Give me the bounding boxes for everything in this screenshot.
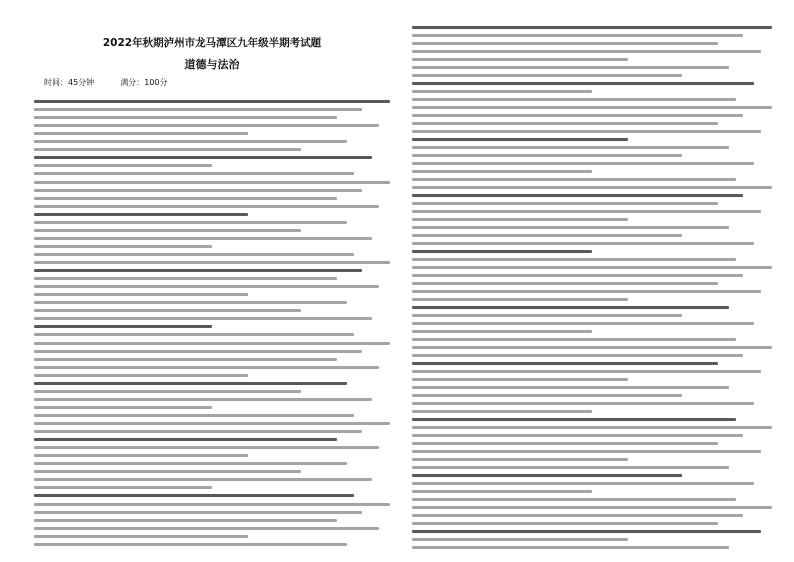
text-line bbox=[412, 34, 743, 37]
text-line bbox=[34, 116, 337, 119]
text-line bbox=[412, 434, 743, 437]
text-line bbox=[412, 474, 682, 477]
text-line bbox=[412, 26, 772, 29]
text-line bbox=[34, 494, 354, 497]
text-line bbox=[412, 506, 772, 509]
text-line bbox=[412, 226, 729, 229]
text-line bbox=[412, 458, 628, 461]
text-line bbox=[34, 350, 362, 353]
text-line bbox=[412, 426, 772, 429]
text-line bbox=[412, 186, 772, 189]
text-line bbox=[34, 213, 248, 216]
text-line bbox=[412, 218, 628, 221]
text-line bbox=[412, 234, 682, 237]
text-line bbox=[34, 543, 347, 546]
text-line bbox=[412, 418, 736, 421]
text-line bbox=[34, 366, 379, 369]
text-line bbox=[412, 314, 682, 317]
text-line bbox=[34, 390, 301, 393]
text-line bbox=[34, 277, 337, 280]
text-line bbox=[34, 325, 212, 328]
text-line bbox=[412, 290, 761, 293]
text-line bbox=[412, 482, 754, 485]
text-line bbox=[412, 442, 718, 445]
text-line bbox=[34, 406, 212, 409]
text-line bbox=[412, 50, 761, 53]
text-line bbox=[34, 124, 379, 127]
text-line bbox=[412, 322, 754, 325]
left-column bbox=[34, 22, 390, 552]
text-line bbox=[412, 90, 592, 93]
text-line bbox=[34, 446, 379, 449]
text-line bbox=[412, 466, 729, 469]
text-line bbox=[412, 346, 772, 349]
text-line bbox=[412, 282, 718, 285]
text-line bbox=[412, 170, 592, 173]
text-line bbox=[412, 114, 743, 117]
text-line bbox=[34, 470, 301, 473]
text-line bbox=[412, 378, 628, 381]
text-line bbox=[34, 100, 390, 103]
text-line bbox=[412, 122, 718, 125]
text-line bbox=[412, 450, 761, 453]
text-line bbox=[412, 274, 743, 277]
exam-meta bbox=[34, 78, 390, 88]
text-line bbox=[412, 210, 761, 213]
text-line bbox=[34, 422, 390, 425]
text-line bbox=[34, 140, 347, 143]
text-line bbox=[34, 333, 354, 336]
text-line bbox=[34, 197, 337, 200]
text-line bbox=[34, 317, 372, 320]
text-line bbox=[34, 301, 347, 304]
text-line bbox=[412, 66, 729, 69]
exam-subject: 道德与法治 bbox=[184, 58, 240, 71]
text-line bbox=[34, 156, 372, 159]
text-line bbox=[34, 148, 301, 151]
text-line bbox=[412, 354, 743, 357]
text-line bbox=[34, 221, 347, 224]
time-label: 时间： bbox=[44, 78, 68, 87]
text-line bbox=[412, 410, 592, 413]
text-line bbox=[34, 438, 337, 441]
text-line bbox=[34, 503, 390, 506]
text-line bbox=[34, 382, 347, 385]
text-line bbox=[34, 309, 301, 312]
text-line bbox=[34, 535, 248, 538]
text-line bbox=[34, 486, 212, 489]
text-line bbox=[34, 229, 301, 232]
text-line bbox=[412, 306, 729, 309]
text-line bbox=[34, 398, 372, 401]
text-line bbox=[34, 527, 379, 530]
text-line bbox=[34, 181, 390, 184]
text-line bbox=[34, 108, 362, 111]
text-line bbox=[412, 530, 761, 533]
text-line bbox=[412, 266, 772, 269]
text-line bbox=[412, 370, 761, 373]
text-line bbox=[34, 189, 362, 192]
text-line bbox=[34, 519, 337, 522]
text-line bbox=[34, 237, 372, 240]
score-value: 100分 bbox=[144, 78, 168, 87]
score-info bbox=[120, 78, 167, 88]
text-line bbox=[412, 130, 761, 133]
text-line bbox=[412, 58, 628, 61]
text-line bbox=[412, 402, 754, 405]
text-line bbox=[34, 462, 347, 465]
time-value: 45分钟 bbox=[68, 78, 95, 87]
text-line bbox=[412, 498, 736, 501]
text-line bbox=[34, 253, 354, 256]
text-line bbox=[412, 242, 754, 245]
text-line bbox=[412, 394, 682, 397]
text-line bbox=[34, 478, 372, 481]
score-label: 满分： bbox=[120, 78, 145, 87]
text-line bbox=[412, 154, 682, 157]
text-line bbox=[412, 146, 729, 149]
text-line bbox=[412, 106, 772, 109]
text-line bbox=[34, 374, 248, 377]
text-line bbox=[34, 285, 379, 288]
text-line bbox=[412, 194, 743, 197]
text-line bbox=[412, 490, 592, 493]
text-line bbox=[34, 293, 248, 296]
time-info bbox=[44, 78, 94, 88]
text-line bbox=[412, 98, 736, 101]
text-line bbox=[34, 132, 248, 135]
text-line bbox=[34, 205, 379, 208]
text-line bbox=[34, 261, 390, 264]
exam-title: 2022年秋期泸州市龙马潭区九年级半期考试题 bbox=[102, 37, 322, 49]
text-line bbox=[412, 250, 592, 253]
text-line bbox=[412, 162, 754, 165]
text-line bbox=[34, 269, 362, 272]
text-line bbox=[412, 42, 718, 45]
text-line bbox=[412, 362, 718, 365]
text-line bbox=[34, 358, 337, 361]
text-line bbox=[412, 258, 736, 261]
text-line bbox=[34, 342, 390, 345]
text-line bbox=[412, 514, 743, 517]
text-line bbox=[34, 172, 354, 175]
text-line bbox=[412, 138, 628, 141]
text-line bbox=[34, 245, 212, 248]
text-line bbox=[412, 330, 592, 333]
text-line bbox=[34, 511, 362, 514]
text-line bbox=[412, 386, 729, 389]
text-line bbox=[412, 546, 729, 549]
text-line bbox=[412, 82, 754, 85]
text-line bbox=[412, 74, 682, 77]
text-line bbox=[412, 202, 718, 205]
text-line bbox=[34, 454, 248, 457]
text-line bbox=[34, 430, 362, 433]
text-line bbox=[34, 164, 212, 167]
text-line bbox=[412, 178, 736, 181]
text-line bbox=[412, 338, 736, 341]
text-line bbox=[34, 414, 354, 417]
text-line bbox=[412, 298, 628, 301]
right-column bbox=[412, 22, 772, 552]
text-line bbox=[412, 538, 628, 541]
text-line bbox=[412, 522, 718, 525]
